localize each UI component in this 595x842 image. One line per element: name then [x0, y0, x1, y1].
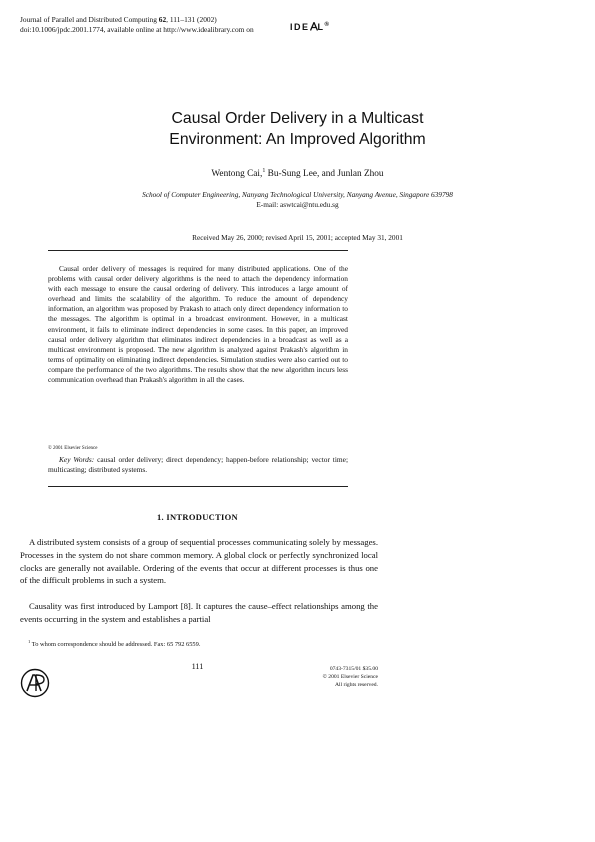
journal-volume: 62 [158, 15, 167, 24]
publication-info [240, 665, 378, 690]
footnote [28, 638, 201, 648]
author-1: Wentong Cai, [211, 169, 263, 179]
received-dates: Received May 26, 2000; revised April 15, 2001; accepted May 31, 2001 [192, 233, 403, 242]
ideal-mark: IDE [290, 22, 310, 32]
title-line-2: Environment: An Improved Algorithm [169, 131, 426, 148]
section-heading: 1. INTRODUCTION [156, 512, 238, 522]
journal-citation [20, 15, 217, 24]
affiliation-block [0, 190, 595, 210]
ideal-a-icon [310, 22, 318, 31]
academic-press-logo-icon [20, 668, 50, 698]
intro-paragraph-2: Causality was first introduced by Lamport [8]. It captures the cause–effect relationships among the events occurring in the system and establishes a partial [20, 601, 378, 624]
footnote-marker: 1 [28, 638, 31, 644]
ideal-library-link[interactable] [290, 22, 330, 32]
abstract-text: Causal order delivery of messages is required for many distributed applications. One of the problems with causal order delivery algorithms is the need to attach the dependency information with each message to ensure the causal ordering of delivery. This introduces a large amount of overhead and limits the scalability of the algorithm. To reduce the amount of dependency information, an algorithm was proposed by Prakash to attach only direct dependency information to the messages. The algorithm is optimal in a broadcast environment. However, in a multicast environment, it fails to eliminate indirect dependencies in some cases. In this paper, an improved causal order delivery algorithm that eliminates indirect dependencies in a broadcast as well as a multicast environment is proposed. The new algorithm is analyzed against Prakash's algorithm in terms of optimality on eliminating indirect dependencies. Simulation studies were also carried out to compare the performance of the two algorithms. The results show that the new algorithm incurs less communication overhead than Prakash's algorithm in all the cases. [48, 264, 348, 385]
journal-pages: , 111–131 (2002) [166, 15, 217, 24]
intro-paragraph-1: A distributed system consists of a group of sequential processes communicating solely by messages. Processes in the system do not share common memory. A global clock or perfectly synchronized local clocks are generally not available. Ordering of the events that occur at different processes is thus one of the difficult problems in such a system. [20, 537, 378, 586]
author-1-footnote-marker: 1 [262, 167, 266, 174]
keywords-label: Key Words: [59, 455, 95, 464]
journal-name: Journal of Parallel and Distributed Computing [20, 15, 157, 24]
page-number: 111 [191, 662, 204, 671]
authors-rest: Bu-Sung Lee, and Junlan Zhou [265, 169, 384, 179]
abstract-copyright: © 2001 Elsevier Science [48, 446, 98, 451]
ideal-mark-super: ® [324, 22, 331, 28]
doi-line: doi:10.1006/jpdc.2001.1774, available online at http://www.idealibrary.com on [20, 25, 254, 34]
title-line-1: Causal Order Delivery in a Multicast [171, 110, 424, 127]
keywords [48, 455, 348, 475]
email: E-mail: aswtcai@ntu.edu.sg [256, 200, 339, 209]
abstract-top-rule [48, 250, 348, 251]
keywords-list: causal order delivery; direct dependency; happen-before relationship; vector time; multicasting; distributed systems. [48, 455, 349, 475]
footer-copyright: © 2001 Elsevier Science [322, 674, 378, 681]
price-code: 0743-7315/01 $35.00 [329, 666, 378, 672]
paper-title [0, 108, 595, 150]
authors [0, 169, 595, 179]
affiliation: School of Computer Engineering, Nanyang Technological University, Nanyang Avenue, Singapore 639798 [142, 190, 453, 199]
footnote-text: To whom correspondence should be addressed. Fax: 65 792 6559. [30, 641, 201, 648]
abstract-bottom-rule [48, 486, 348, 487]
ideal-mark-tail: L [317, 22, 325, 32]
rights-reserved: All rights reserved. [334, 682, 378, 689]
